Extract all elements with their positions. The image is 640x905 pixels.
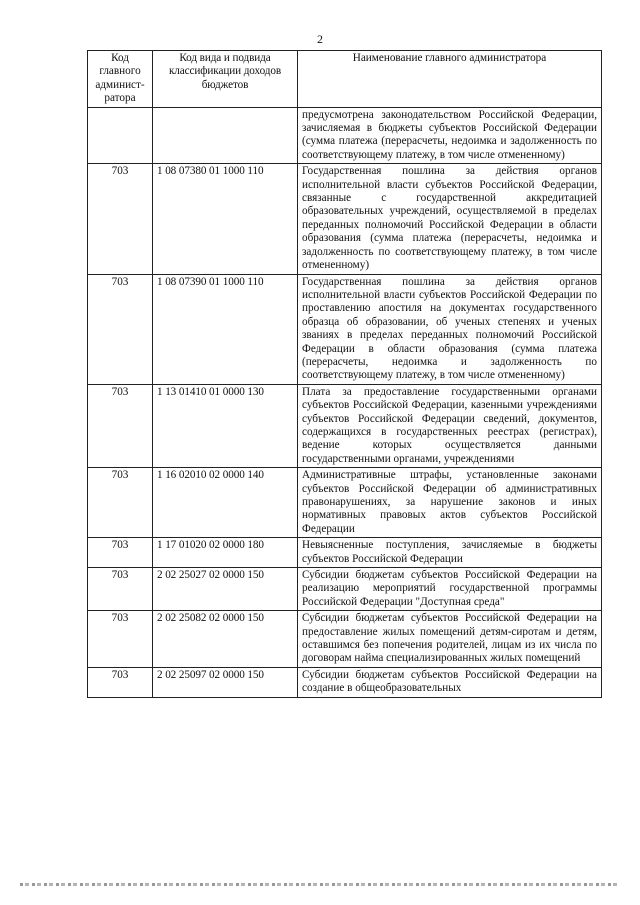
- row-admin-name: Плата за предоставление государственными органами субъектов Российской Федерации, казенными учреждениями субъектов Российской Федерации сведений, документов, содержащихся в государственных реестрах (регистрах), ведение которых осуществляется данными государственными органами, учреждениями: [298, 384, 602, 467]
- row-income-code: 1 08 07380 01 1000 110: [153, 164, 298, 274]
- row-admin-name: Субсидии бюджетам субъектов Российской Федерации на реализацию мероприятий государственной программы Российской Федерации "Доступная среда": [298, 568, 602, 611]
- row-income-code: 1 16 02010 02 0000 140: [153, 468, 298, 538]
- table-row: [88, 107, 602, 164]
- table-row: [88, 568, 602, 611]
- row-admin-name: Административные штрафы, установленные законами субъектов Российской Федерации об административных правонарушениях, за нарушение законов и иных нормативных правовых актов субъектов Российской Федерации: [298, 468, 602, 538]
- row-admin-code: 703: [88, 538, 153, 568]
- row-income-code: 1 08 07390 01 1000 110: [153, 274, 298, 384]
- table-row: [88, 611, 602, 668]
- header-admin-name: Наименование главного администратора: [298, 51, 602, 108]
- row-income-code: 2 02 25082 02 0000 150: [153, 611, 298, 668]
- table-row: [88, 274, 602, 384]
- table-row: [88, 468, 602, 538]
- row-admin-name: Государственная пошлина за действия органов исполнительной власти субъектов Российской Федерации по проставлению апостиля на документах государственного образца об образовании, об ученых степенях и ученых званиях в пределах переданных полномочий Российской Федерации в области образования (сумма платежа (перерасчеты, недоимка и задолженность по соответствующему платежу, в том числе отмененному): [298, 274, 602, 384]
- header-income-code: Код вида и подвида классификации доходов бюджетов: [153, 51, 298, 108]
- table-row: [88, 384, 602, 467]
- table-row: [88, 538, 602, 568]
- row-admin-name: Невыясненные поступления, зачисляемые в бюджеты субъектов Российской Федерации: [298, 538, 602, 568]
- row-income-code: 2 02 25027 02 0000 150: [153, 568, 298, 611]
- table-header-row: [88, 51, 602, 108]
- table-row: [88, 164, 602, 274]
- row-admin-name: Государственная пошлина за действия органов исполнительной власти субъектов Российской Федерации, связанные с государственной аккредитацией образовательных учреждений, осуществляемой в пределах переданных полномочий Российской Федерации в области образования (сумма платежа (перерасчеты, недоимка и задолженность по соответствующему платежу, в том числе отмененному): [298, 164, 602, 274]
- row-income-code: [153, 107, 298, 164]
- table-row: [88, 667, 602, 697]
- row-admin-code: 703: [88, 274, 153, 384]
- page-number: 2: [317, 32, 323, 46]
- row-admin-code: 703: [88, 568, 153, 611]
- header-admin-code: Код главного админист-ратора: [88, 51, 153, 108]
- row-admin-code: 703: [88, 667, 153, 697]
- row-admin-code: [88, 107, 153, 164]
- row-admin-name: Субсидии бюджетам субъектов Российской Федерации на предоставление жилых помещений детям-сиротам и детям, оставшимся без попечения родителей, лицам из их числа по договорам найма специализированных жилых помещений: [298, 611, 602, 668]
- scan-edge-artifact: [20, 883, 620, 886]
- row-income-code: 1 13 01410 01 0000 130: [153, 384, 298, 467]
- row-admin-name: предусмотрена законодательством Российской Федерации, зачисляемая в бюджеты субъектов Российской Федерации (сумма платежа (перерасчеты, недоимка и задолженность по соответствующему платежу, в том числе отмененному): [298, 107, 602, 164]
- row-admin-code: 703: [88, 384, 153, 467]
- row-admin-name: Субсидии бюджетам субъектов Российской Федерации на создание в общеобразовательных: [298, 667, 602, 697]
- row-income-code: 2 02 25097 02 0000 150: [153, 667, 298, 697]
- row-income-code: 1 17 01020 02 0000 180: [153, 538, 298, 568]
- income-administrators-table: [87, 50, 602, 698]
- row-admin-code: 703: [88, 164, 153, 274]
- row-admin-code: 703: [88, 468, 153, 538]
- row-admin-code: 703: [88, 611, 153, 668]
